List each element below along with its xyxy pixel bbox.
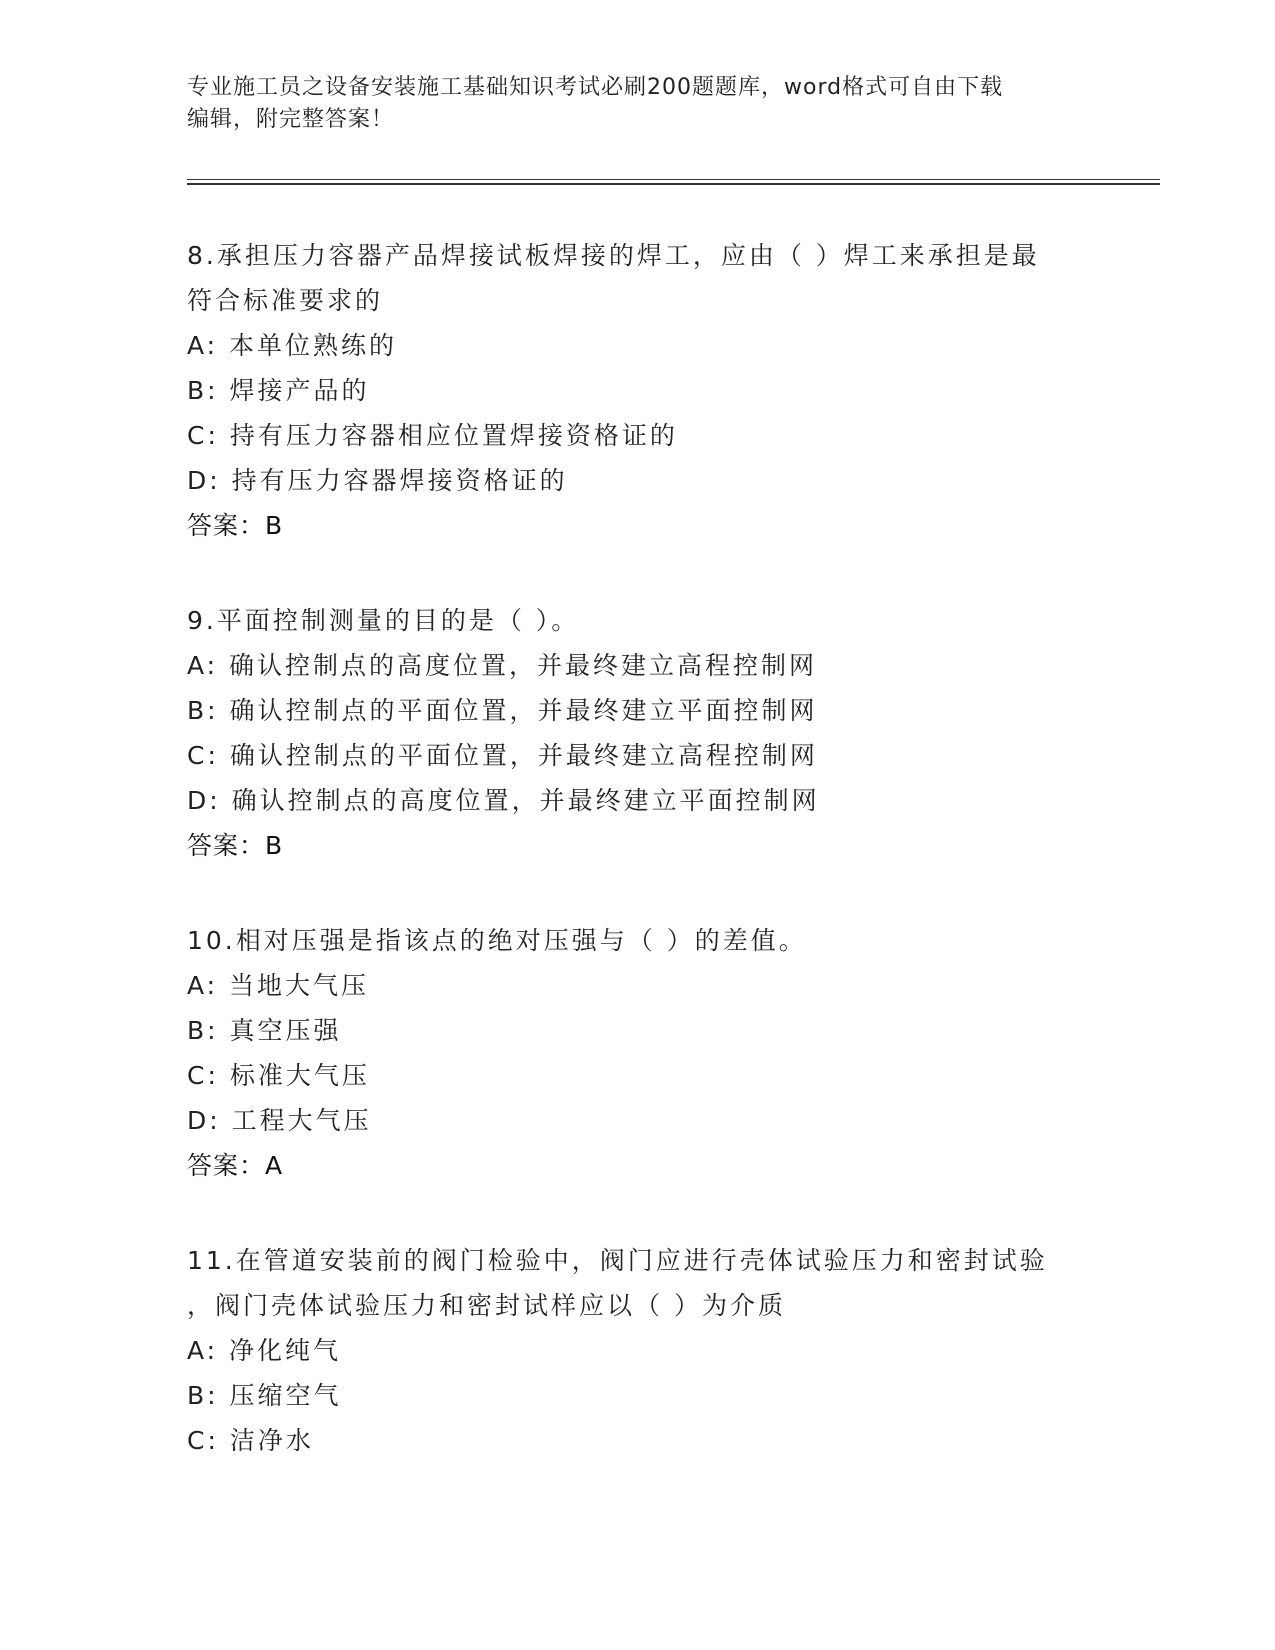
header-divider-bottom (187, 183, 1160, 185)
question-stem: 10.相对压强是指该点的绝对压强与（ ）的差值。 (187, 926, 807, 955)
question-stem-continued: 符合标准要求的 (187, 286, 384, 315)
question-stem: 9.平面控制测量的目的是（ ）。 (187, 606, 580, 635)
header-divider-top (187, 179, 1160, 180)
header-title-line-2: 编辑，附完整答案！ (187, 107, 395, 132)
option-c: C: 确认控制点的平面位置，并最终建立高程控制网 (187, 741, 818, 770)
answer-label: 答案：A (187, 1151, 284, 1180)
option-d: D: 确认控制点的高度位置，并最终建立平面控制网 (187, 786, 820, 815)
option-c: C: 持有压力容器相应位置焊接资格证的 (187, 421, 678, 450)
option-b: B: 确认控制点的平面位置，并最终建立平面控制网 (187, 696, 818, 725)
option-c: C: 标准大气压 (187, 1061, 370, 1090)
header-title-line-1: 专业施工员之设备安装施工基础知识考试必刷200题题库，word格式可自由下载 (187, 75, 1004, 100)
option-c: C: 洁净水 (187, 1426, 314, 1455)
option-a: A: 本单位熟练的 (187, 331, 398, 360)
question-stem: 8.承担压力容器产品焊接试板焊接的焊工，应由（ ）焊工来承担是最 (187, 241, 1040, 270)
option-b: B: 焊接产品的 (187, 376, 370, 405)
question-stem: 11.在管道安装前的阀门检验中，阀门应进行壳体试验压力和密封试验 (187, 1246, 1048, 1275)
answer-label: 答案：B (187, 831, 284, 860)
option-b: B: 压缩空气 (187, 1381, 342, 1410)
option-a: A: 确认控制点的高度位置，并最终建立高程控制网 (187, 651, 818, 680)
answer-label: 答案：B (187, 511, 284, 540)
document-header (187, 72, 1087, 136)
option-a: A: 当地大气压 (187, 971, 370, 1000)
question-9 (187, 598, 1087, 868)
question-8 (187, 233, 1087, 548)
option-d: D: 持有压力容器焊接资格证的 (187, 466, 568, 495)
option-d: D: 工程大气压 (187, 1106, 372, 1135)
question-10 (187, 918, 1087, 1188)
option-b: B: 真空压强 (187, 1016, 342, 1045)
question-11 (187, 1238, 1087, 1463)
option-a: A: 净化纯气 (187, 1336, 342, 1365)
question-stem-continued: ，阀门壳体试验压力和密封试样应以（ ）为介质 (187, 1291, 786, 1320)
